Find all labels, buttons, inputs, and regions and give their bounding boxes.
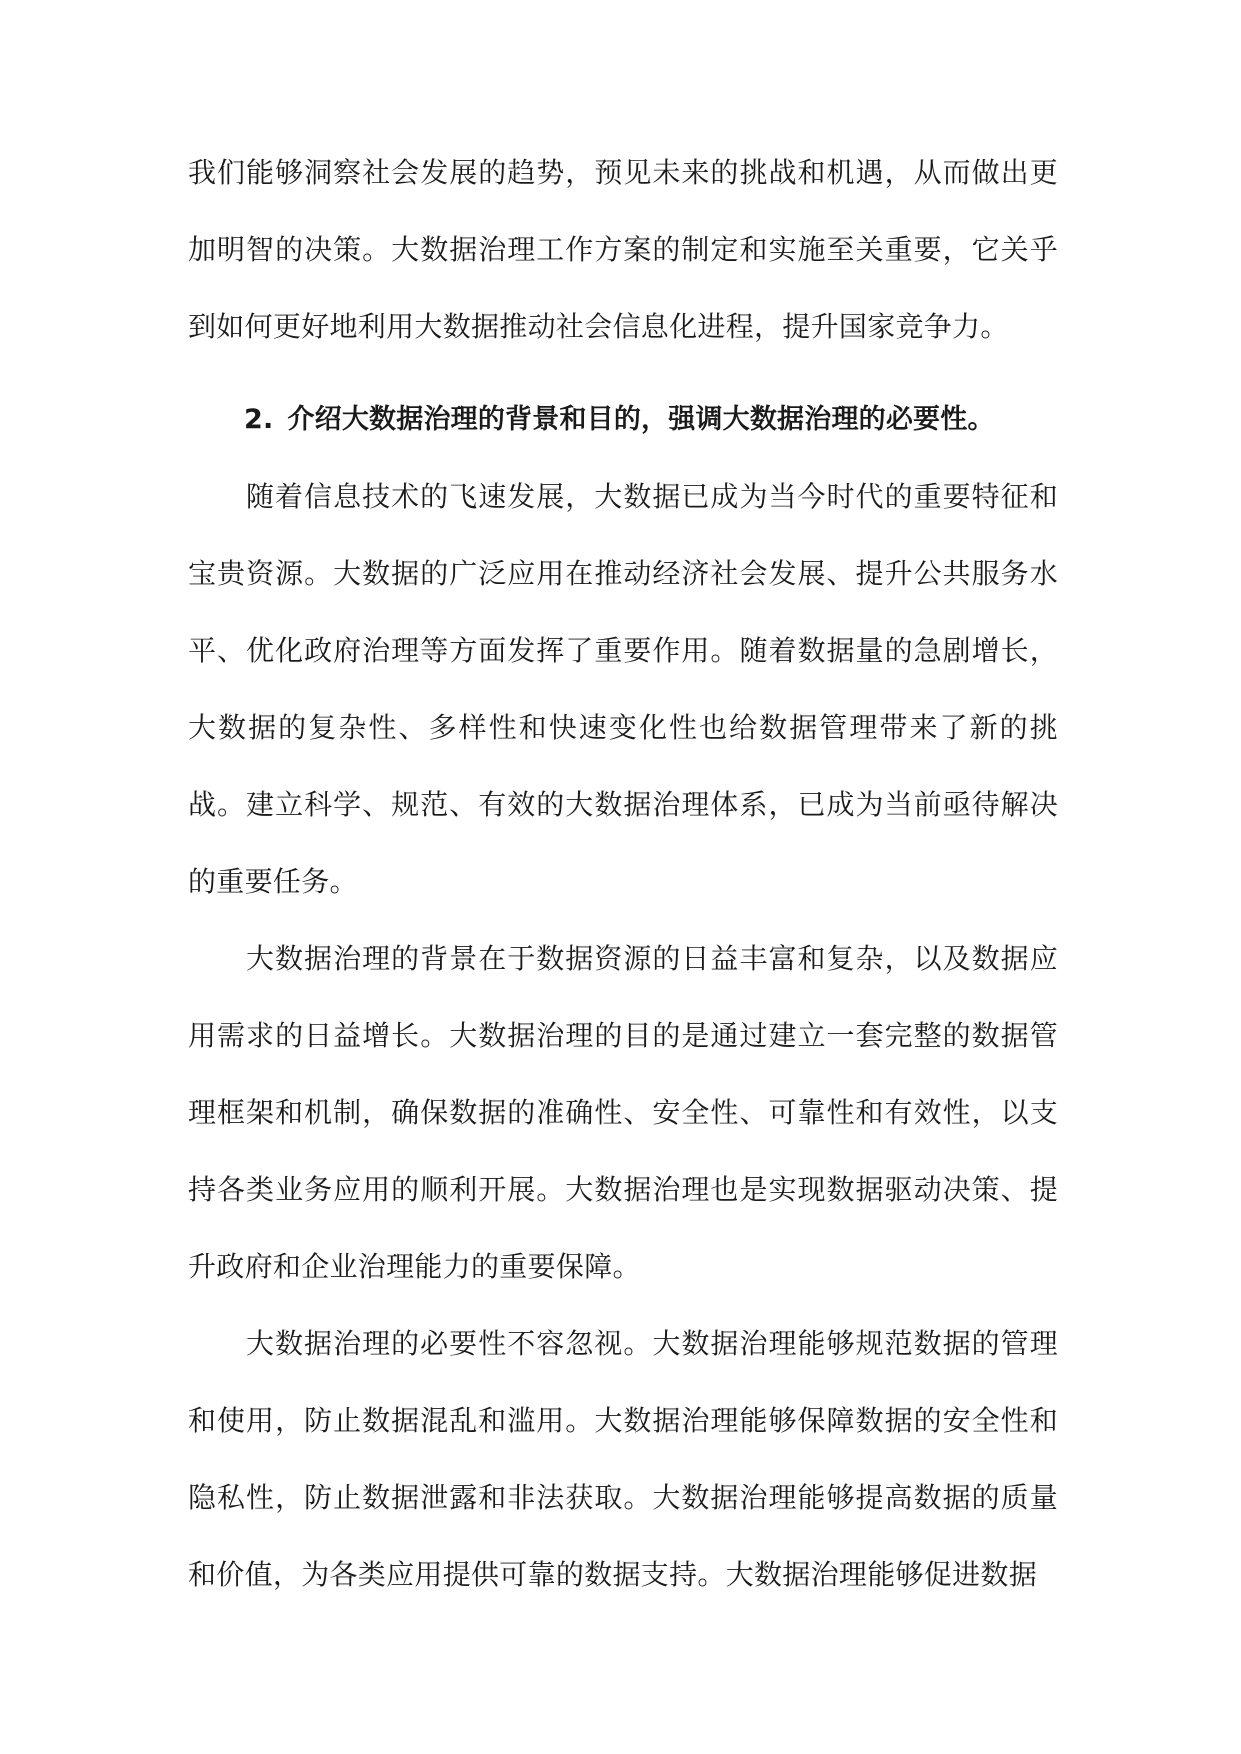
section-number: 2. xyxy=(244,404,274,435)
body-paragraph-3: 大数据治理的必要性不容忽视。大数据治理能够规范数据的管理和使用，防止数据混乱和滥用。大数据治理能够保障数据的安全性和隐私性，防止数据泄露和非法获取。大数据治理能够提高数据的质量和价值，为各类应用提供可靠的数据支持。大数据治理能够促进数据 xyxy=(188,1327,1058,1591)
section-heading xyxy=(188,381,1058,458)
body-paragraph-1: 随着信息技术的飞速发展，大数据已成为当今时代的重要特征和宝贵资源。大数据的广泛应用在推动经济社会发展、提升公共服务水平、优化政府治理等方面发挥了重要作用。随着数据量的急剧增长，大数据的复杂性、多样性和快速变化性也给数据管理带来了新的挑战。建立科学、规范、有效的大数据治理体系，已成为当前亟待解决的重要任务。 xyxy=(188,480,1058,898)
document-body xyxy=(188,134,1058,1613)
intro-paragraph: 我们能够洞察社会发展的趋势，预见未来的挑战和机遇，从而做出更加明智的决策。大数据治理工作方案的制定和实施至关重要，它关乎到如何更好地利用大数据推动社会信息化进程，提升国家竞争力。 xyxy=(188,156,1058,343)
body-paragraph-2: 大数据治理的背景在于数据资源的日益丰富和复杂，以及数据应用需求的日益增长。大数据治理的目的是通过建立一套完整的数据管理框架和机制，确保数据的准确性、安全性、可靠性和有效性，以支持各类业务应用的顺利开展。大数据治理也是实现数据驱动决策、提升政府和企业治理能力的重要保障。 xyxy=(188,942,1058,1283)
section-title: 介绍大数据治理的背景和目的，强调大数据治理的必要性。 xyxy=(287,404,995,435)
